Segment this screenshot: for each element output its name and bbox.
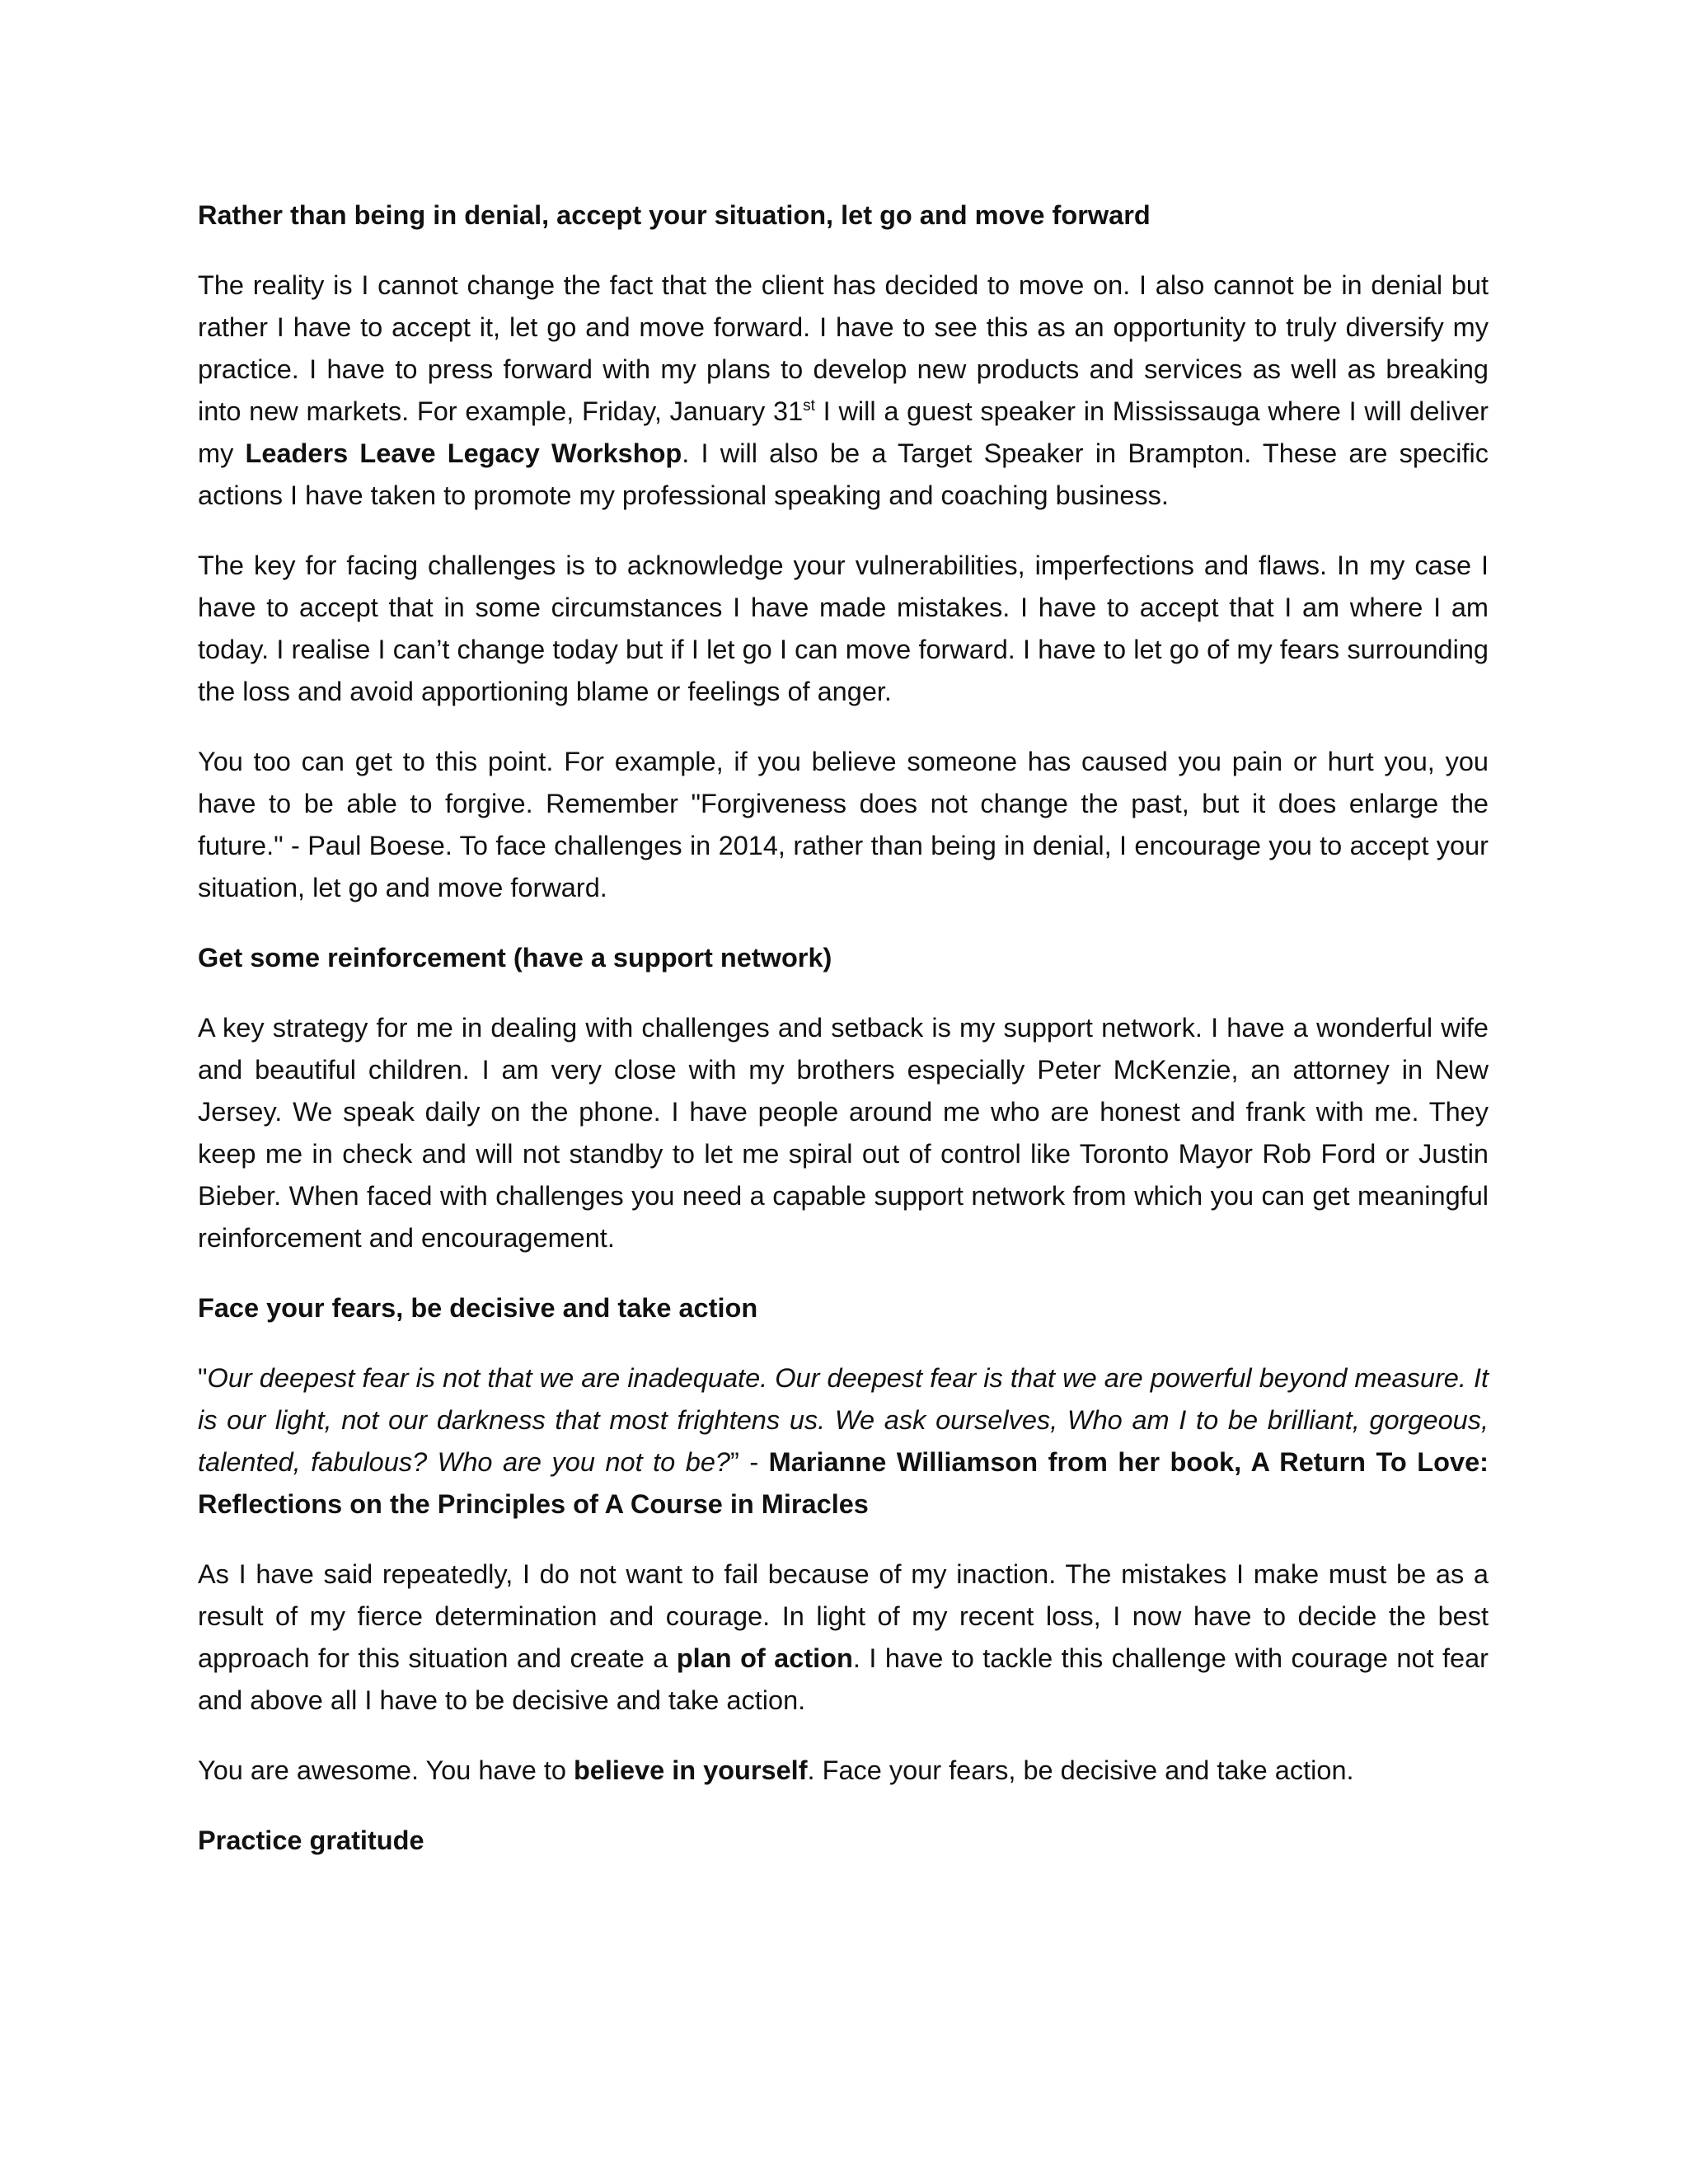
paragraph-text: I will a guest speaker in Mississauga where I will deliver my [198, 396, 1489, 468]
paragraph-text: . I have to tackle this challenge with courage not fear and above all I have to be decisive and take action. [198, 1643, 1489, 1715]
workshop-name: Leaders Leave Legacy Workshop [245, 438, 682, 468]
paragraph-text: . Face your fears, be decisive and take action. [807, 1755, 1354, 1785]
paragraph-key-challenges: The key for facing challenges is to acknowledge your vulnerabilities, imperfections and flaws. In my case I have to accept that in some circumstances I have made mistakes. I have to accept that I am where I am today. I realise I can’t change today but if I let go I can move forward. I have to let go of my fears surrounding the loss and avoid apportioning blame or feelings of anger. [198, 551, 1489, 706]
ordinal-suffix: st [803, 397, 815, 415]
quote-williamson [198, 1357, 1489, 1526]
emphasis-believe: believe in yourself [573, 1755, 808, 1785]
quote-text: Our deepest fear is not that we are inadequate. Our deepest fear is that we are powerful beyond measure. It is our light, not our darkness that most frightens us. We ask ourselves, Who am I to be brilliant, gorgeous, talented, fabulous? Who are you not to be? [198, 1363, 1489, 1477]
section-heading-fears: Face your fears, be decisive and take action [198, 1293, 758, 1323]
quote-attribution: Marianne Williamson from her book, A Return To Love: Reflections on the Principles of A Course in Miracles [198, 1447, 1489, 1519]
paragraph-inaction [198, 1554, 1489, 1722]
paragraph-text: As I have said repeatedly, I do not want to fail because of my inaction. The mistakes I make must be as a result of my fierce determination and courage. In light of my recent loss, I now have to decide the best approach for this situation and create a [198, 1559, 1489, 1673]
emphasis-plan-of-action: plan of action [676, 1643, 853, 1673]
paragraph-awesome [198, 1750, 1489, 1792]
paragraph-text: The reality is I cannot change the fact that the client has decided to move on. I also cannot be in denial but rather I have to accept it, let go and move forward. I have to see this as an opportunity to truly diversify my practice. I have to press forward with my plans to develop new products and services as well as breaking into new markets. For example, Friday, January 31 [198, 270, 1489, 426]
section-heading-reinforcement: Get some reinforcement (have a support network) [198, 943, 832, 972]
quote-close-mark: ” - [729, 1447, 769, 1477]
document-page [198, 194, 1489, 1890]
paragraph-text: You are awesome. You have to [198, 1755, 574, 1785]
section-heading-denial: Rather than being in denial, accept your situation, let go and move forward [198, 200, 1151, 230]
paragraph-text: . I will also be a Target Speaker in Brampton. These are specific actions I have taken to promote my professional speaking and coaching business. [198, 438, 1489, 510]
quote-open-mark: " [198, 1363, 208, 1393]
paragraph-support-network: A key strategy for me in dealing with challenges and setback is my support network. I have a wonderful wife and beautiful children. I am very close with my brothers especially Peter McKenzie, an attorney in New Jersey. We speak daily on the phone. I have people around me who are honest and frank with me. They keep me in check and will not standby to let me spiral out of control like Toronto Mayor Rob Ford or Justin Bieber. When faced with challenges you need a capable support network from which you can get meaningful reinforcement and encouragement. [198, 1013, 1489, 1253]
paragraph-reality [198, 265, 1489, 517]
section-heading-gratitude: Practice gratitude [198, 1825, 424, 1855]
paragraph-forgive: You too can get to this point. For example, if you believe someone has caused you pain or hurt you, you have to be able to forgive. Remember "Forgiveness does not change the past, but it does enlarge the future." - Paul Boese. To face challenges in 2014, rather than being in denial, I encourage you to accept your situation, let go and move forward. [198, 747, 1489, 902]
